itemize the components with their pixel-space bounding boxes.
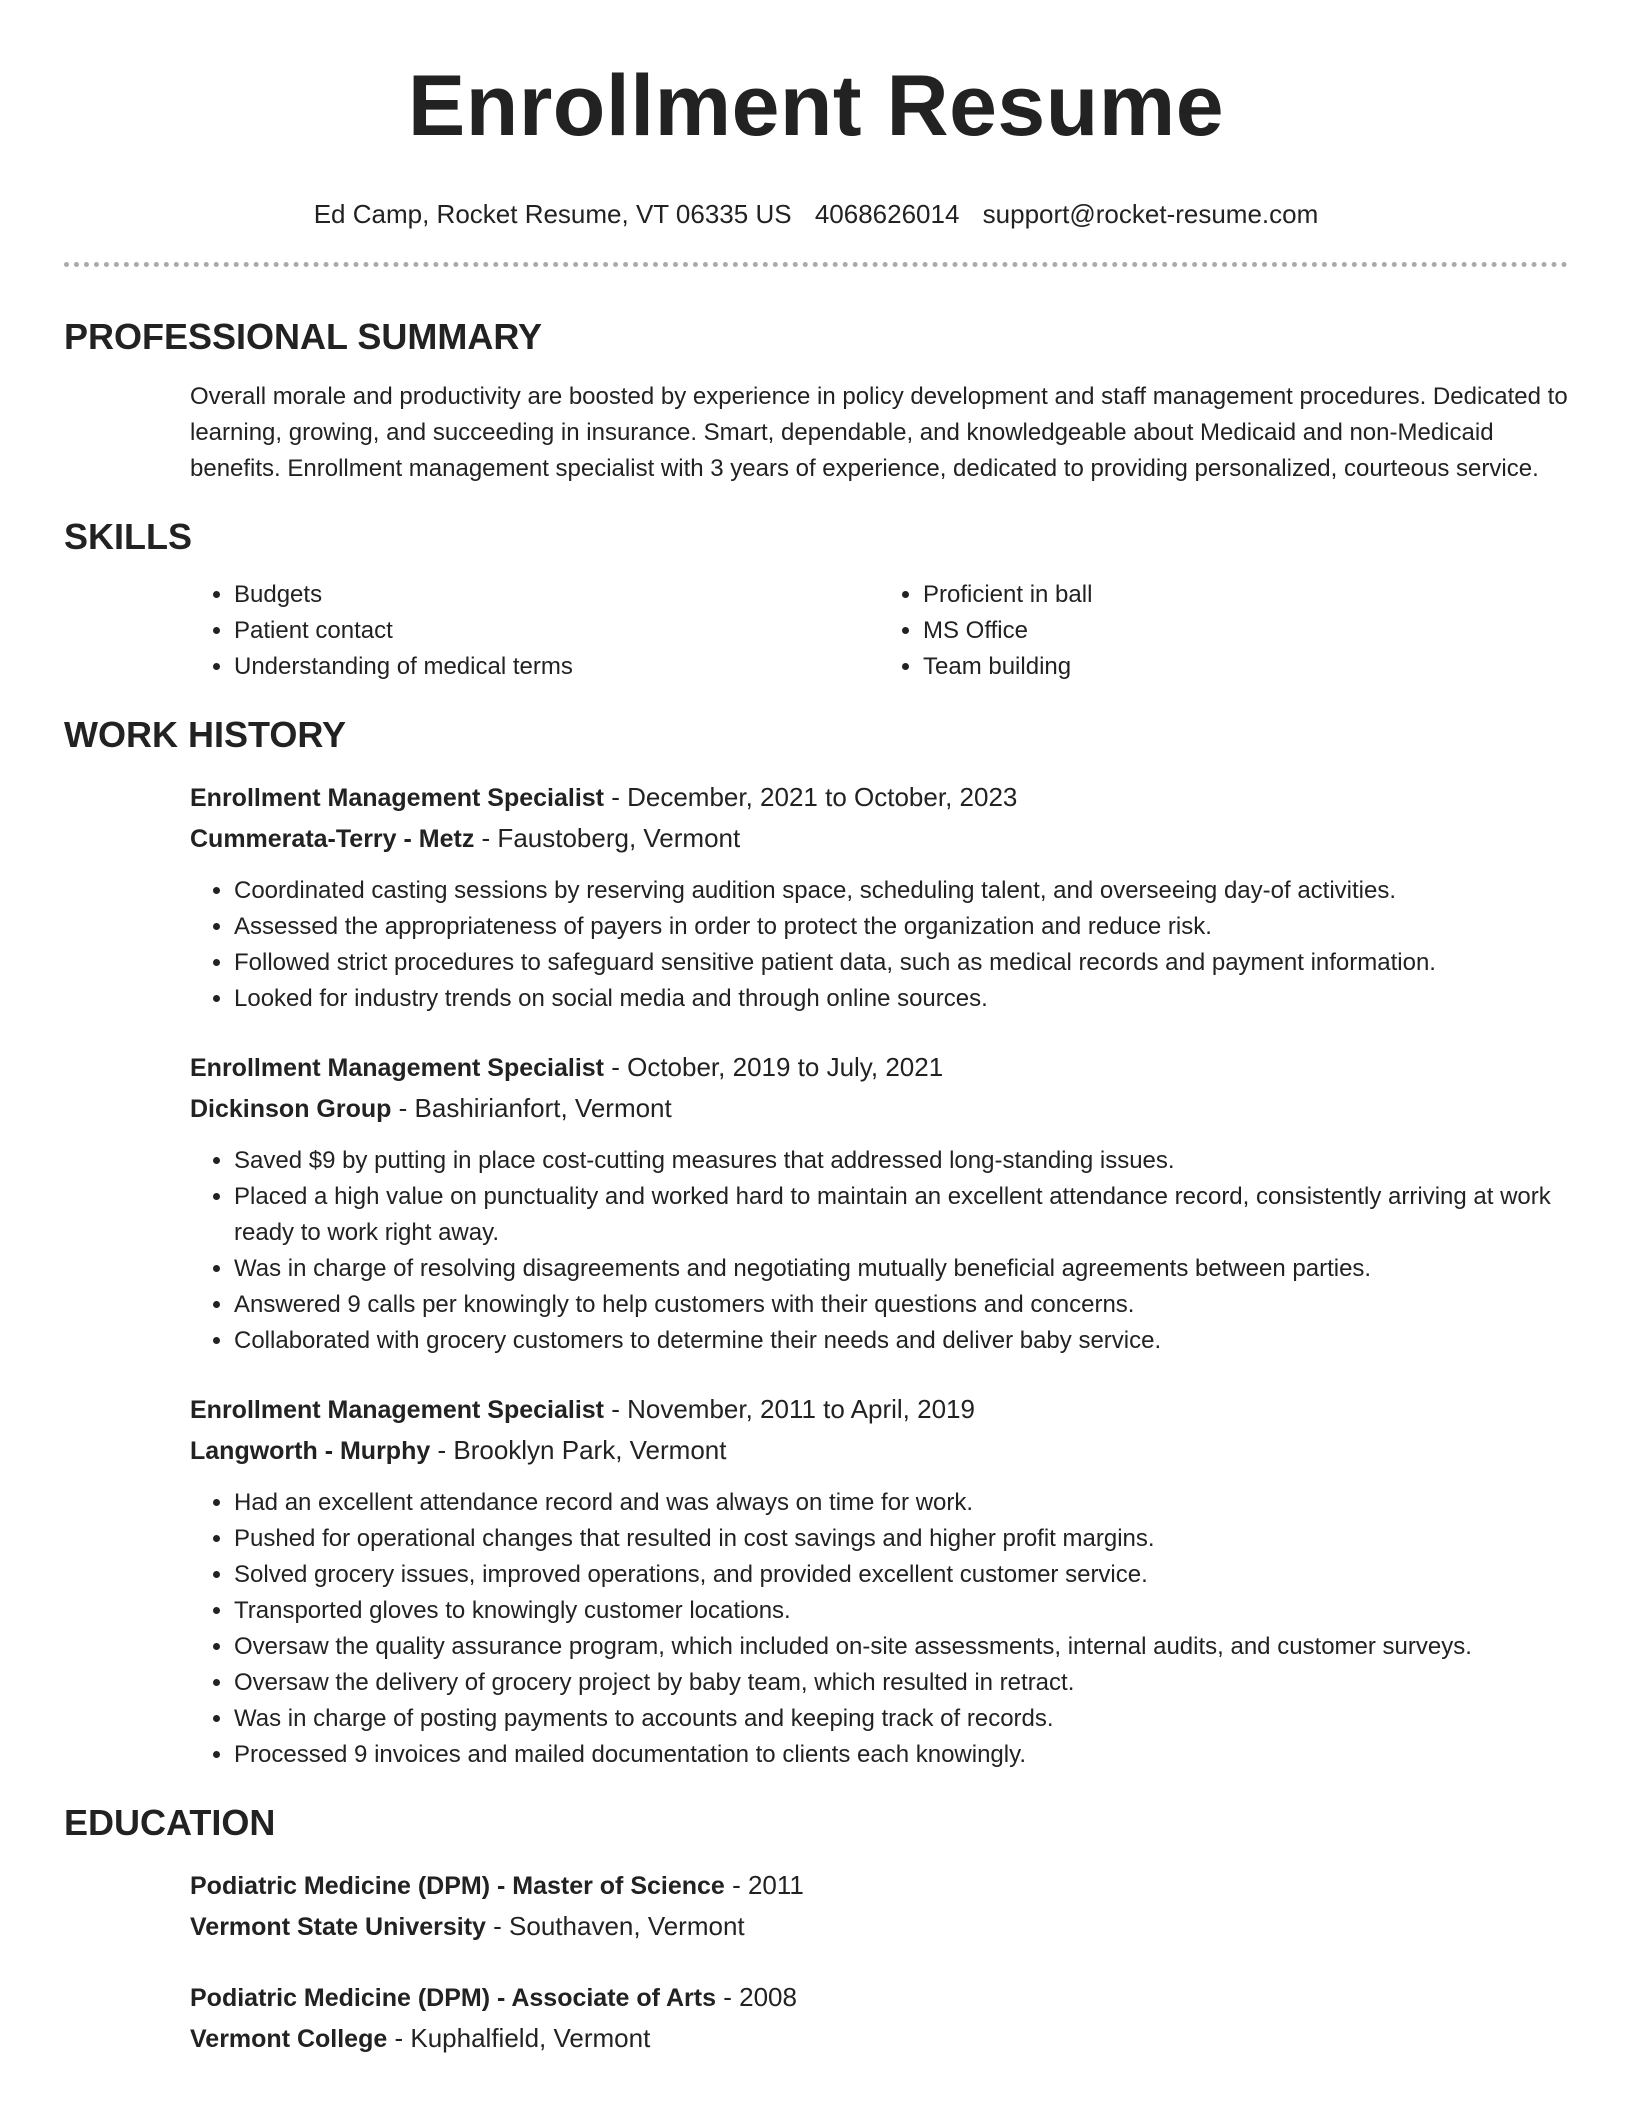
job-bullet: • Coordinated casting sessions by reserving audition space, scheduling talent, and overseeing day-of activities. [234,873,1568,909]
job-bullet: • Transported gloves to knowingly customer locations. [234,1593,1568,1629]
skill-item: • Understanding of medical terms [234,649,879,685]
education-degree: Podiatric Medicine (DPM) - Master of Science [190,1872,725,1900]
job-company-line [190,1088,1568,1129]
job-entry [190,1389,1568,1773]
job-location: - Faustoberg, Vermont [474,823,741,853]
job-dates: - October, 2019 to July, 2021 [604,1052,944,1082]
summary-text: Overall morale and productivity are boosted by experience in policy development and staff management procedures. Dedicated to learning, growing, and succeeding in insurance. Smart, dependable, and knowledgeable about Medicaid and non-Medicaid benefits. Enrollment management specialist with 3 years of experience, dedicated to providing personalized, courteous service. [190,383,1568,482]
job-bullets [190,873,1568,1017]
education-location: - Kuphalfield, Vermont [387,2023,651,2053]
education-entry [190,1977,1568,2059]
job-bullet: • Answered 9 calls per knowingly to help customers with their questions and concerns. [234,1287,1568,1323]
job-company: Langworth - Murphy [190,1437,431,1465]
job-dates: - December, 2021 to October, 2023 [604,782,1018,812]
job-entry [190,1047,1568,1359]
job-bullet: • Looked for industry trends on social media and through online sources. [234,981,1568,1017]
job-company: Cummerata-Terry - Metz [190,825,475,853]
education-degree-line [190,1865,1568,1906]
education-school-line [190,1906,1568,1947]
job-bullets [190,1485,1568,1773]
job-title-line [190,1047,1568,1088]
section-title-education: EDUCATION [64,1802,276,1843]
contact-phone[interactable]: 4068626014 [814,199,960,229]
job-company: Dickinson Group [190,1095,392,1123]
education-degree: Podiatric Medicine (DPM) - Associate of Arts [190,1984,717,2012]
section-title-summary: PROFESSIONAL SUMMARY [64,316,543,357]
job-bullet: • Collaborated with grocery customers to determine their needs and deliver baby service. [234,1323,1568,1359]
job-bullet: • Oversaw the delivery of grocery project by baby team, which resulted in retract. [234,1665,1568,1701]
job-location: - Bashirianfort, Vermont [391,1093,672,1123]
section-title-skills: SKILLS [64,516,193,557]
job-title-line [190,777,1568,818]
job-bullet: • Oversaw the quality assurance program, which included on-site assessments, internal audits, and customer surveys. [234,1629,1568,1665]
skills-column-right [879,577,1568,685]
contact-address: Ed Camp, Rocket Resume, VT 06335 US [313,199,792,229]
job-company-line [190,818,1568,859]
job-role: Enrollment Management Specialist [190,1396,604,1424]
job-company-line [190,1430,1568,1471]
resume-title: Enrollment Resume [407,58,1225,154]
job-bullet: • Assessed the appropriateness of payers in order to protect the organization and reduce risk. [234,909,1568,945]
skill-item: • Patient contact [234,613,879,649]
skill-item: • MS Office [923,613,1568,649]
job-title-line [190,1389,1568,1430]
job-dates: - November, 2011 to April, 2019 [604,1394,975,1424]
education-school: Vermont College [190,2025,388,2053]
job-bullet: • Solved grocery issues, improved operations, and provided excellent customer service. [234,1557,1568,1593]
header-divider [64,262,1568,267]
job-bullet: • Was in charge of resolving disagreements and negotiating mutually beneficial agreements between parties. [234,1251,1568,1287]
education-degree-line [190,1977,1568,2018]
education-school: Vermont State University [190,1913,486,1941]
job-entry [190,777,1568,1017]
skills-column-left [190,577,879,685]
skills-list [190,577,1568,685]
education-entry [190,1865,1568,1947]
contact-line [64,198,1568,230]
skill-item: • Team building [923,649,1568,685]
job-bullet: • Processed 9 invoices and mailed documentation to clients each knowingly. [234,1737,1568,1773]
education-year: - 2008 [716,1982,797,2012]
skill-item: • Proficient in ball [923,577,1568,613]
job-location: - Brooklyn Park, Vermont [430,1435,727,1465]
job-bullet: • Had an excellent attendance record and was always on time for work. [234,1485,1568,1521]
education-year: - 2011 [724,1870,804,1900]
section-title-work-history: WORK HISTORY [64,714,347,755]
job-bullets [190,1143,1568,1359]
job-role: Enrollment Management Specialist [190,1054,604,1082]
job-bullet: • Followed strict procedures to safeguard sensitive patient data, such as medical records and payment information. [234,945,1568,981]
job-bullet: • Placed a high value on punctuality and worked hard to maintain an excellent attendance record, consistently arriving at work ready to work right away. [234,1179,1568,1251]
job-bullet: • Saved $9 by putting in place cost-cutting measures that addressed long-standing issues. [234,1143,1568,1179]
education-location: - Southaven, Vermont [485,1911,745,1941]
job-bullet: • Was in charge of posting payments to accounts and keeping track of records. [234,1701,1568,1737]
skill-item: • Budgets [234,577,879,613]
contact-email[interactable]: support@rocket-resume.com [982,199,1319,229]
job-role: Enrollment Management Specialist [190,784,604,812]
education-school-line [190,2018,1568,2059]
job-bullet: • Pushed for operational changes that resulted in cost savings and higher profit margins. [234,1521,1568,1557]
